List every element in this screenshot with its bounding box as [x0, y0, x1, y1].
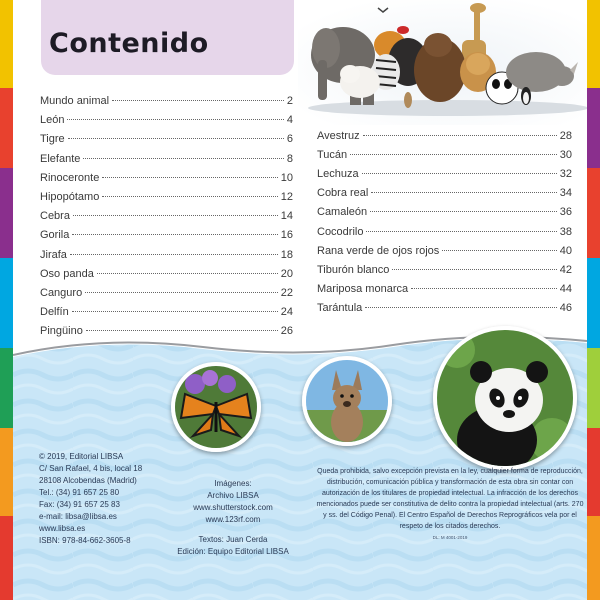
toc-entry-title: Tigre — [40, 133, 65, 146]
toc-entry-page: 6 — [286, 133, 293, 146]
toc-leader-dots — [67, 119, 283, 120]
page-title: Contenido — [49, 28, 209, 59]
text-credit — [153, 534, 313, 558]
toc-entry-title: Mundo animal — [40, 95, 110, 107]
toc-entry-title: Tiburón blanco — [317, 263, 390, 276]
toc-entry-page: 22 — [280, 287, 293, 299]
butterfly-circle-photo — [171, 362, 261, 452]
toc-entry — [317, 130, 572, 146]
toc-entry-page: 34 — [559, 187, 572, 200]
toc-entry — [317, 206, 572, 222]
toc-entry-title: Delfín — [40, 306, 69, 319]
toc-entry — [317, 187, 572, 203]
toc-leader-dots — [102, 177, 277, 178]
toc-entry-page: 10 — [280, 171, 293, 184]
legal-notice — [316, 466, 584, 543]
toc-entry — [40, 210, 293, 226]
toc-entry-page: 46 — [559, 301, 572, 314]
toc-entry-page: 26 — [280, 325, 293, 338]
toc-leader-dots — [363, 135, 557, 136]
toc-entry-title: Canguro — [40, 287, 83, 299]
toc-leader-dots — [102, 196, 277, 197]
toc-entry-page: 12 — [280, 191, 293, 203]
toc-entry-page: 42 — [559, 263, 572, 276]
toc-leader-dots — [362, 173, 557, 174]
toc-entry — [317, 283, 572, 299]
toc-leader-dots — [370, 211, 557, 212]
toc-entry — [40, 114, 293, 130]
toc-entry-page: 20 — [280, 267, 293, 280]
toc-entry — [317, 302, 572, 318]
images-credit-line: Archivo LIBSA — [207, 491, 259, 500]
toc-leader-dots — [72, 234, 277, 235]
toc-entry — [40, 268, 293, 284]
toc-leader-dots — [350, 154, 557, 155]
toc-entry — [317, 245, 572, 261]
toc-entry — [317, 226, 572, 242]
toc-entry-page: 14 — [280, 210, 293, 223]
toc-leader-dots — [366, 231, 556, 232]
toc-leader-dots — [365, 307, 556, 308]
toc-entry-title: Rinoceronte — [40, 171, 100, 184]
toc-entry-title: Jirafa — [40, 248, 67, 261]
toc-entry-title: Gorila — [40, 229, 70, 242]
toc-leader-dots — [392, 269, 556, 270]
toc-leader-dots — [70, 254, 278, 255]
left-color-stripes — [0, 0, 13, 600]
toc-entry-page: 24 — [280, 306, 293, 319]
toc-entry — [40, 191, 293, 207]
images-credit-line: Imágenes: — [214, 479, 252, 488]
toc-entry — [317, 264, 572, 280]
toc-leader-dots — [411, 288, 557, 289]
toc-leader-dots — [442, 250, 556, 251]
toc-entry — [40, 172, 293, 188]
toc-entry-title: Rana verde de ojos rojos — [317, 244, 440, 257]
toc-entry — [40, 287, 293, 303]
toc-entry-title: Avestruz — [317, 130, 360, 142]
toc-entry-title: Hipopótamo — [40, 191, 100, 203]
images-credit-line: www.123rf.com — [205, 515, 261, 524]
toc-entry-page: 40 — [559, 244, 572, 257]
toc-entry-page: 18 — [280, 248, 293, 261]
toc-entry-title: Tarántula — [317, 301, 363, 314]
toc-entry — [40, 249, 293, 265]
publisher-line: Tel.: (34) 91 657 25 80 — [39, 488, 120, 497]
toc-entry-page: 44 — [559, 282, 572, 295]
toc-entry-title: Cocodrilo — [317, 225, 364, 238]
toc-leader-dots — [86, 330, 278, 331]
toc-entry-title: Cebra — [40, 210, 70, 223]
kangaroo-circle-photo — [302, 356, 392, 446]
publisher-info — [39, 451, 142, 547]
toc-entry-page: 4 — [286, 114, 293, 127]
text-credit-line: Textos: Juan Cerda — [198, 535, 268, 544]
toc-entry-title: Mariposa monarca — [317, 282, 409, 295]
toc-entry-title: Oso panda — [40, 267, 94, 280]
toc-entry-page: 32 — [559, 168, 572, 181]
toc-entry-title: Tucán — [317, 149, 348, 162]
animals-group-photo — [298, 0, 587, 125]
toc-entry-page: 16 — [280, 229, 293, 242]
toc-entry-page: 38 — [559, 225, 572, 238]
toc-entry-page: 8 — [286, 152, 293, 165]
toc-entry — [317, 168, 572, 184]
toc-entry — [40, 229, 293, 245]
page — [13, 0, 587, 600]
panda-circle-photo — [433, 326, 577, 470]
toc-entry — [40, 95, 293, 111]
toc-entry-title: Pingüino — [40, 325, 83, 338]
toc-leader-dots — [72, 311, 278, 312]
toc-entry-page: 36 — [559, 206, 572, 219]
toc-entry-page: 30 — [559, 149, 572, 162]
toc-entry-title: Elefante — [40, 152, 81, 165]
toc-entry-title: Camaleón — [317, 206, 368, 219]
toc-leader-dots — [97, 273, 278, 274]
toc-leader-dots — [85, 292, 278, 293]
publisher-line: C/ San Rafael, 4 bis, local 18 — [39, 464, 143, 473]
publisher-line: e-mail: libsa@libsa.es — [39, 512, 117, 521]
toc-leader-dots — [371, 192, 556, 193]
images-credit-line: www.shutterstock.com — [193, 503, 273, 512]
images-credit — [173, 478, 293, 526]
legal-text: Queda prohibida, salvo excepción prevista en la ley, cualquier forma de reproducción, distribución, comunicación pública y transformación de esta obra sin contar con autorización de los titulares de propiedad intelectual. La infracción de los derechos mencionados puede ser constitutiva de delito contra la propiedad intelectual (arts. 270 y ss. del Código Penal). El Centro Español de Derechos Reprográficos vela por el respeto de los citados derechos. — [316, 468, 584, 530]
toc-entry — [40, 306, 293, 322]
toc-leader-dots — [68, 138, 284, 139]
toc-entry-title: Cobra real — [317, 187, 369, 200]
toc-leader-dots — [112, 100, 284, 101]
text-credit-line: Edición: Equipo Editorial LIBSA — [177, 547, 289, 556]
publisher-line: ISBN: 978-84-662-3605-8 — [39, 536, 131, 545]
toc-entry-page: 28 — [559, 130, 572, 142]
publisher-line: www.libsa.es — [39, 524, 86, 533]
publisher-line: Fax: (34) 91 657 25 83 — [39, 500, 120, 509]
publisher-line: © 2019, Editorial LIBSA — [39, 452, 124, 461]
toc-entry-title: Lechuza — [317, 168, 359, 181]
toc-leader-dots — [73, 215, 278, 216]
legal-code: DL: M 4001-2019 — [432, 535, 468, 540]
toc-entry-title: León — [40, 114, 65, 127]
toc-entry — [317, 149, 572, 165]
publisher-line: 28108 Alcobendas (Madrid) — [39, 476, 137, 485]
toc-leader-dots — [83, 158, 284, 159]
toc-entry-page: 2 — [286, 95, 293, 107]
toc-entry — [40, 133, 293, 149]
right-color-stripes — [587, 0, 600, 600]
toc-entry — [40, 153, 293, 169]
